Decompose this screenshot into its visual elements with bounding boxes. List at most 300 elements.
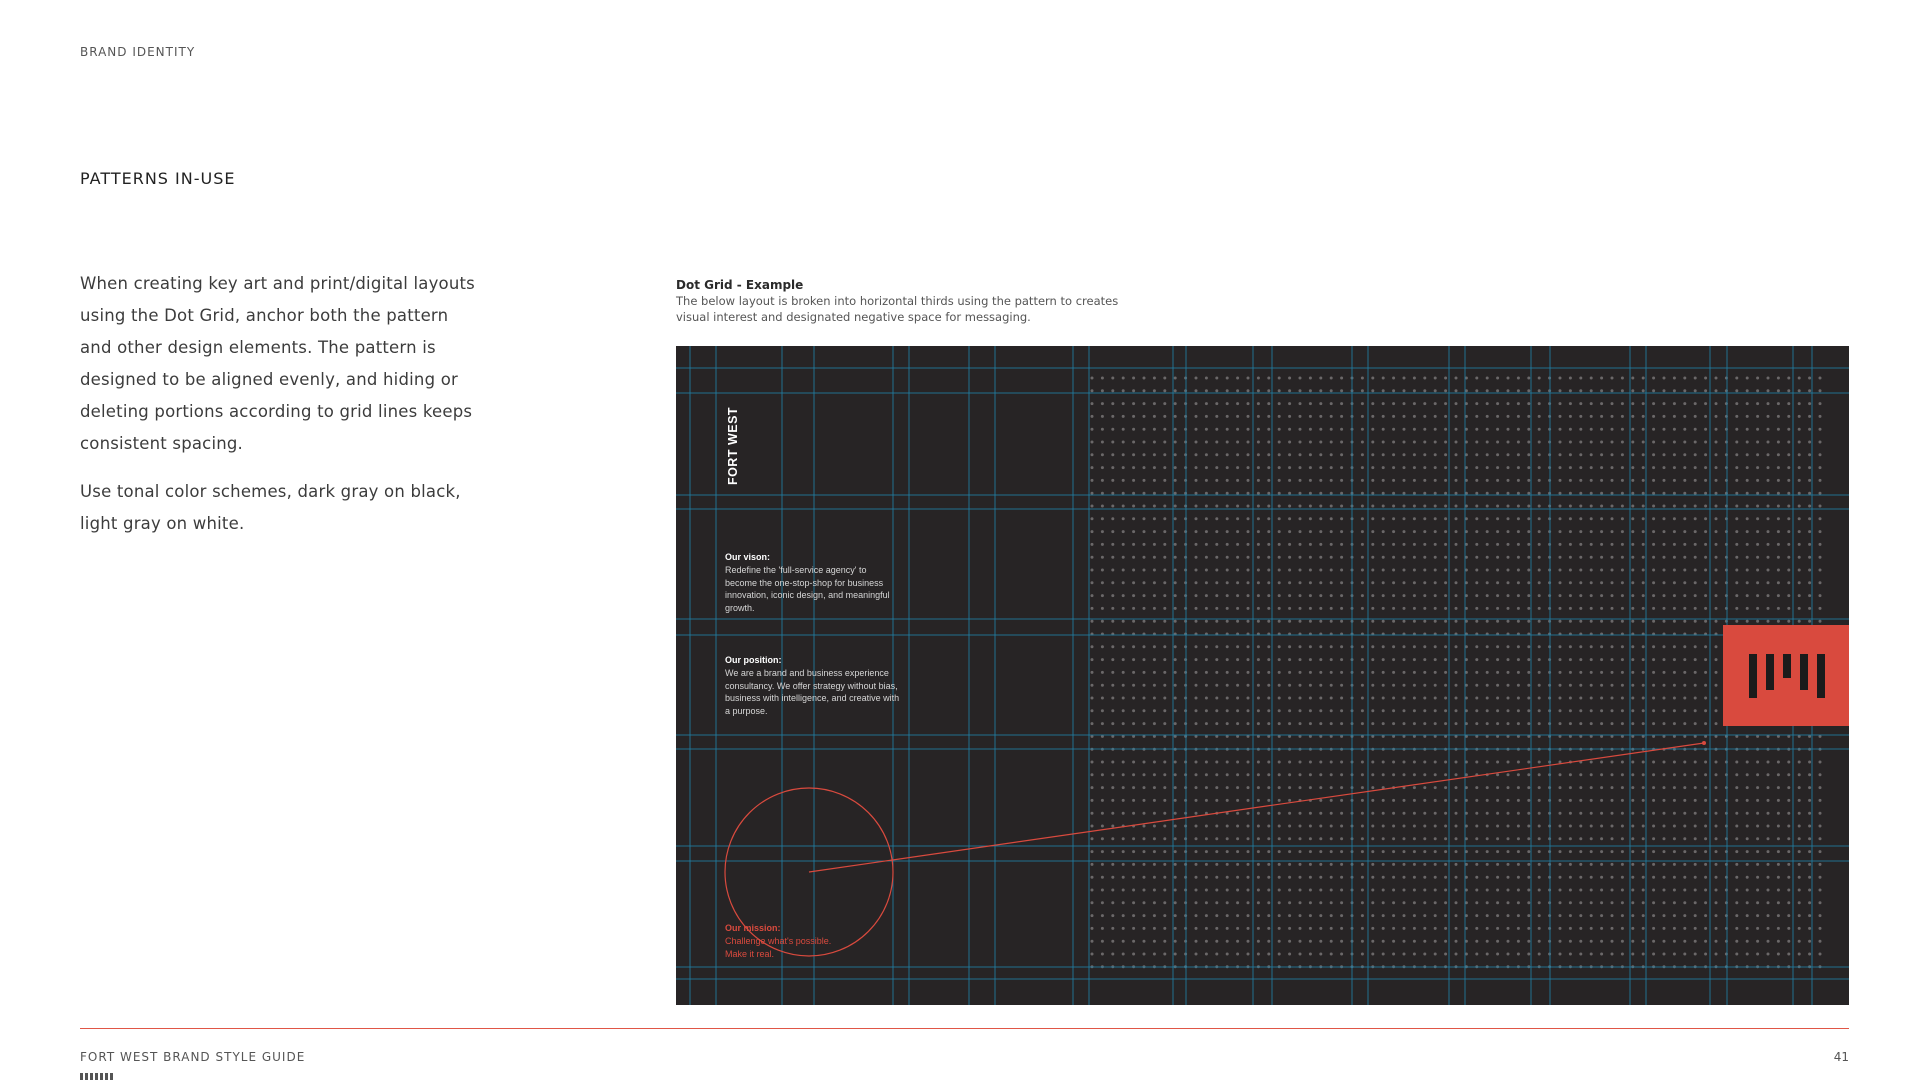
grid-dot: [1371, 850, 1374, 853]
grid-dot: [1299, 479, 1302, 482]
grid-dot: [1704, 684, 1707, 687]
grid-dot: [1340, 645, 1343, 648]
grid-dot: [1507, 556, 1510, 559]
grid-dot: [1091, 569, 1094, 572]
grid-dot: [1642, 799, 1645, 802]
grid-dot: [1486, 581, 1489, 584]
grid-dot: [1174, 620, 1177, 623]
grid-dot: [1746, 402, 1749, 405]
grid-dot: [1299, 594, 1302, 597]
grid-dot: [1319, 556, 1322, 559]
grid-dot: [1808, 786, 1811, 789]
grid-dot: [1101, 402, 1104, 405]
grid-dot: [1163, 940, 1166, 943]
grid-dot: [1267, 773, 1270, 776]
grid-dot: [1143, 543, 1146, 546]
grid-dot: [1371, 876, 1374, 879]
grid-dot: [1767, 530, 1770, 533]
grid-dot: [1340, 786, 1343, 789]
grid-dot: [1288, 389, 1291, 392]
grid-dot: [1663, 402, 1666, 405]
grid-dot: [1174, 684, 1177, 687]
grid-dot: [1392, 940, 1395, 943]
grid-dot: [1340, 684, 1343, 687]
grid-dot: [1403, 441, 1406, 444]
grid-dot: [1455, 914, 1458, 917]
grid-dot: [1694, 761, 1697, 764]
grid-dot: [1455, 722, 1458, 725]
grid-dot: [1496, 517, 1499, 520]
grid-dot: [1798, 620, 1801, 623]
grid-dot: [1569, 581, 1572, 584]
grid-dot: [1247, 466, 1250, 469]
grid-dot: [1309, 441, 1312, 444]
grid-dot: [1319, 415, 1322, 418]
grid-dot: [1507, 402, 1510, 405]
grid-dot: [1319, 441, 1322, 444]
grid-dot: [1101, 492, 1104, 495]
grid-dot: [1621, 786, 1624, 789]
grid-dot: [1569, 889, 1572, 892]
grid-dot: [1579, 530, 1582, 533]
grid-dot: [1413, 377, 1416, 380]
grid-dot: [1288, 530, 1291, 533]
grid-dot: [1600, 620, 1603, 623]
grid-dot: [1413, 761, 1416, 764]
grid-dot: [1101, 837, 1104, 840]
grid-dot: [1642, 812, 1645, 815]
grid-dot: [1309, 402, 1312, 405]
grid-dot: [1798, 402, 1801, 405]
grid-dot: [1236, 453, 1239, 456]
grid-dot: [1247, 505, 1250, 508]
grid-dot: [1735, 607, 1738, 610]
grid-dot: [1808, 914, 1811, 917]
grid-dot: [1163, 607, 1166, 610]
grid-dot: [1767, 914, 1770, 917]
grid-dot: [1475, 556, 1478, 559]
grid-dot: [1392, 389, 1395, 392]
grid-dot: [1247, 799, 1250, 802]
grid-dot: [1340, 761, 1343, 764]
grid-dot: [1683, 594, 1686, 597]
grid-dot: [1527, 761, 1530, 764]
grid-dot: [1091, 377, 1094, 380]
grid-dot: [1756, 517, 1759, 520]
grid-dot: [1195, 901, 1198, 904]
grid-dot: [1631, 889, 1634, 892]
grid-dot: [1673, 645, 1676, 648]
grid-dot: [1257, 684, 1260, 687]
grid-dot: [1195, 876, 1198, 879]
grid-dot: [1444, 684, 1447, 687]
grid-dot: [1798, 415, 1801, 418]
mission-block: [725, 922, 835, 960]
grid-dot: [1694, 684, 1697, 687]
grid-dot: [1330, 530, 1333, 533]
grid-dot: [1767, 876, 1770, 879]
grid-dot: [1371, 863, 1374, 866]
grid-dot: [1663, 837, 1666, 840]
grid-dot: [1621, 927, 1624, 930]
grid-dot: [1288, 428, 1291, 431]
grid-dot: [1787, 569, 1790, 572]
grid-dot: [1808, 876, 1811, 879]
grid-dot: [1122, 415, 1125, 418]
grid-dot: [1371, 377, 1374, 380]
grid-dot: [1101, 594, 1104, 597]
grid-dot: [1777, 402, 1780, 405]
grid-dot: [1361, 645, 1364, 648]
grid-dot: [1403, 517, 1406, 520]
grid-dot: [1496, 709, 1499, 712]
grid-dot: [1153, 876, 1156, 879]
grid-dot: [1767, 569, 1770, 572]
grid-dot: [1673, 684, 1676, 687]
grid-dot: [1361, 377, 1364, 380]
grid-dot: [1652, 441, 1655, 444]
grid-dot: [1819, 402, 1822, 405]
grid-dot: [1735, 543, 1738, 546]
grid-dot: [1392, 953, 1395, 956]
grid-dot: [1319, 901, 1322, 904]
grid-dot: [1455, 377, 1458, 380]
grid-dot: [1704, 556, 1707, 559]
grid-dot: [1600, 594, 1603, 597]
grid-dot: [1475, 428, 1478, 431]
grid-dot: [1507, 953, 1510, 956]
grid-dot: [1475, 389, 1478, 392]
grid-dot: [1559, 658, 1562, 661]
grid-dot: [1621, 402, 1624, 405]
grid-dot: [1340, 479, 1343, 482]
grid-dot: [1101, 940, 1104, 943]
grid-dot: [1767, 607, 1770, 610]
grid-dot: [1319, 428, 1322, 431]
grid-dot: [1247, 773, 1250, 776]
grid-dot: [1559, 415, 1562, 418]
grid-dot: [1382, 953, 1385, 956]
grid-dot: [1569, 556, 1572, 559]
grid-dot: [1486, 709, 1489, 712]
grid-dot: [1704, 492, 1707, 495]
grid-dot: [1423, 530, 1426, 533]
grid-dot: [1330, 684, 1333, 687]
grid-dot: [1382, 543, 1385, 546]
grid-dot: [1559, 773, 1562, 776]
grid-dot: [1642, 837, 1645, 840]
grid-dot: [1569, 453, 1572, 456]
grid-dot: [1101, 697, 1104, 700]
grid-dot: [1767, 453, 1770, 456]
grid-dot: [1652, 389, 1655, 392]
grid-dot: [1444, 722, 1447, 725]
grid-dot: [1631, 837, 1634, 840]
grid-dot: [1143, 940, 1146, 943]
grid-dot: [1808, 850, 1811, 853]
grid-dot: [1621, 569, 1624, 572]
grid-dot: [1278, 761, 1281, 764]
grid-dot: [1111, 402, 1114, 405]
grid-dot: [1496, 927, 1499, 930]
grid-dot: [1163, 556, 1166, 559]
grid-dot: [1600, 786, 1603, 789]
grid-dot: [1153, 722, 1156, 725]
grid-dot: [1527, 876, 1530, 879]
grid-dot: [1392, 517, 1395, 520]
grid-dot: [1507, 530, 1510, 533]
grid-dot: [1579, 927, 1582, 930]
grid-dot: [1319, 492, 1322, 495]
grid-dot: [1715, 889, 1718, 892]
grid-dot: [1704, 389, 1707, 392]
grid-dot: [1579, 825, 1582, 828]
grid-dot: [1330, 658, 1333, 661]
grid-dot: [1475, 876, 1478, 879]
grid-dot: [1101, 863, 1104, 866]
grid-dot: [1101, 569, 1104, 572]
grid-dot: [1611, 684, 1614, 687]
grid-dot: [1735, 863, 1738, 866]
grid-dot: [1132, 658, 1135, 661]
grid-dot: [1590, 761, 1593, 764]
grid-dot: [1715, 581, 1718, 584]
grid-dot: [1767, 479, 1770, 482]
grid-dot: [1527, 684, 1530, 687]
grid-dot: [1361, 581, 1364, 584]
grid-dot: [1694, 786, 1697, 789]
grid-dot: [1361, 812, 1364, 815]
grid-dot: [1257, 812, 1260, 815]
grid-dot: [1299, 543, 1302, 546]
grid-dot: [1600, 799, 1603, 802]
grid-dot: [1673, 914, 1676, 917]
grid-dot: [1663, 812, 1666, 815]
grid-dot: [1423, 569, 1426, 572]
grid-dot: [1600, 441, 1603, 444]
grid-dot: [1174, 825, 1177, 828]
grid-dot: [1361, 517, 1364, 520]
grid-dot: [1496, 671, 1499, 674]
grid-dot: [1403, 453, 1406, 456]
grid-dot: [1330, 479, 1333, 482]
grid-dot: [1756, 479, 1759, 482]
grid-dot: [1590, 927, 1593, 930]
grid-dot: [1559, 722, 1562, 725]
grid-dot: [1403, 645, 1406, 648]
grid-dot: [1486, 876, 1489, 879]
grid-dot: [1527, 786, 1530, 789]
grid-dot: [1278, 709, 1281, 712]
grid-dot: [1642, 569, 1645, 572]
grid-dot: [1236, 581, 1239, 584]
grid-dot: [1267, 927, 1270, 930]
grid-dot: [1330, 697, 1333, 700]
grid-dot: [1143, 402, 1146, 405]
grid-dot: [1403, 377, 1406, 380]
grid-dot: [1299, 671, 1302, 674]
grid-dot: [1226, 466, 1229, 469]
grid-dot: [1652, 927, 1655, 930]
grid-dot: [1330, 850, 1333, 853]
grid-dot: [1704, 889, 1707, 892]
grid-dot: [1715, 953, 1718, 956]
grid-dot: [1413, 799, 1416, 802]
grid-dot: [1756, 850, 1759, 853]
grid-dot: [1371, 671, 1374, 674]
grid-dot: [1091, 697, 1094, 700]
grid-dot: [1205, 517, 1208, 520]
grid-dot: [1413, 415, 1416, 418]
grid-dot: [1122, 799, 1125, 802]
grid-dot: [1683, 850, 1686, 853]
grid-dot: [1132, 620, 1135, 623]
grid-dot: [1153, 594, 1156, 597]
grid-dot: [1382, 466, 1385, 469]
grid-dot: [1122, 607, 1125, 610]
grid-dot: [1517, 850, 1520, 853]
grid-dot: [1122, 569, 1125, 572]
grid-dot: [1611, 825, 1614, 828]
grid-dot: [1527, 453, 1530, 456]
grid-dot: [1195, 581, 1198, 584]
grid-dot: [1444, 415, 1447, 418]
grid-dot: [1496, 402, 1499, 405]
grid-dot: [1735, 901, 1738, 904]
grid-dot: [1444, 543, 1447, 546]
grid-dot: [1746, 466, 1749, 469]
grid-dot: [1288, 377, 1291, 380]
grid-dot: [1330, 914, 1333, 917]
grid-dot: [1621, 914, 1624, 917]
grid-dot: [1517, 671, 1520, 674]
grid-dot: [1819, 940, 1822, 943]
grid-dot: [1299, 389, 1302, 392]
grid-dot: [1704, 850, 1707, 853]
grid-dot: [1715, 530, 1718, 533]
grid-dot: [1278, 697, 1281, 700]
grid-dot: [1371, 530, 1374, 533]
grid-dot: [1205, 556, 1208, 559]
grid-dot: [1611, 479, 1614, 482]
grid-dot: [1195, 658, 1198, 661]
grid-dot: [1122, 428, 1125, 431]
grid-dot: [1226, 620, 1229, 623]
grid-dot: [1507, 863, 1510, 866]
grid-dot: [1163, 441, 1166, 444]
grid-dot: [1631, 761, 1634, 764]
grid-dot: [1517, 876, 1520, 879]
position-text: We are a brand and business experience consultancy. We offer strategy without bias, business with intelligence, and creative with a purpose.: [725, 667, 900, 717]
grid-dot: [1132, 556, 1135, 559]
grid-dot: [1735, 927, 1738, 930]
grid-dot: [1403, 505, 1406, 508]
grid-dot: [1777, 530, 1780, 533]
grid-dot: [1642, 466, 1645, 469]
grid-dot: [1236, 709, 1239, 712]
grid-dot: [1382, 505, 1385, 508]
grid-dot: [1559, 837, 1562, 840]
grid-dot: [1143, 953, 1146, 956]
grid-dot: [1611, 799, 1614, 802]
grid-dot: [1819, 543, 1822, 546]
grid-dot: [1195, 671, 1198, 674]
grid-dot: [1403, 876, 1406, 879]
grid-dot: [1538, 799, 1541, 802]
grid-dot: [1236, 441, 1239, 444]
grid-dot: [1091, 402, 1094, 405]
grid-dot: [1496, 812, 1499, 815]
grid-dot: [1309, 684, 1312, 687]
grid-dot: [1226, 453, 1229, 456]
grid-dot: [1111, 914, 1114, 917]
grid-dot: [1621, 773, 1624, 776]
grid-dot: [1174, 761, 1177, 764]
grid-dot: [1319, 645, 1322, 648]
grid-dot: [1215, 799, 1218, 802]
grid-dot: [1163, 569, 1166, 572]
grid-dot: [1174, 837, 1177, 840]
grid-dot: [1257, 607, 1260, 610]
grid-dot: [1496, 914, 1499, 917]
grid-dot: [1715, 684, 1718, 687]
body-paragraph: Use tonal color schemes, dark gray on black, light gray on white.: [80, 482, 461, 533]
grid-dot: [1371, 786, 1374, 789]
grid-dot: [1486, 415, 1489, 418]
grid-dot: [1683, 863, 1686, 866]
mission-text: Challenge what's possible. Make it real.: [725, 935, 832, 959]
caption-description: The below layout is broken into horizontal thirds using the pattern to creates visual interest and designated negative space for messaging.: [676, 294, 1119, 324]
grid-dot: [1694, 594, 1697, 597]
grid-dot: [1319, 569, 1322, 572]
grid-dot: [1808, 761, 1811, 764]
grid-dot: [1361, 543, 1364, 546]
grid-dot: [1361, 863, 1364, 866]
grid-dot: [1631, 901, 1634, 904]
grid-dot: [1590, 901, 1593, 904]
grid-dot: [1631, 543, 1634, 546]
grid-dot: [1673, 761, 1676, 764]
grid-dot: [1600, 556, 1603, 559]
grid-dot: [1507, 517, 1510, 520]
grid-dot: [1278, 863, 1281, 866]
grid-dot: [1600, 453, 1603, 456]
grid-dot: [1538, 684, 1541, 687]
grid-dot: [1423, 837, 1426, 840]
grid-dot: [1444, 479, 1447, 482]
grid-dot: [1247, 428, 1250, 431]
grid-dot: [1226, 569, 1229, 572]
footer-title: FORT WEST BRAND STYLE GUIDE: [80, 1050, 306, 1064]
grid-dot: [1642, 684, 1645, 687]
grid-dot: [1091, 850, 1094, 853]
grid-dot: [1777, 786, 1780, 789]
grid-dot: [1423, 876, 1426, 879]
grid-dot: [1538, 773, 1541, 776]
grid-dot: [1195, 786, 1198, 789]
grid-dot: [1267, 453, 1270, 456]
grid-dot: [1413, 953, 1416, 956]
grid-dot: [1715, 569, 1718, 572]
grid-dot: [1798, 530, 1801, 533]
grid-dot: [1735, 620, 1738, 623]
grid-dot: [1777, 889, 1780, 892]
grid-dot: [1319, 402, 1322, 405]
grid-dot: [1111, 837, 1114, 840]
grid-dot: [1091, 505, 1094, 508]
grid-dot: [1694, 479, 1697, 482]
grid-dot: [1569, 517, 1572, 520]
